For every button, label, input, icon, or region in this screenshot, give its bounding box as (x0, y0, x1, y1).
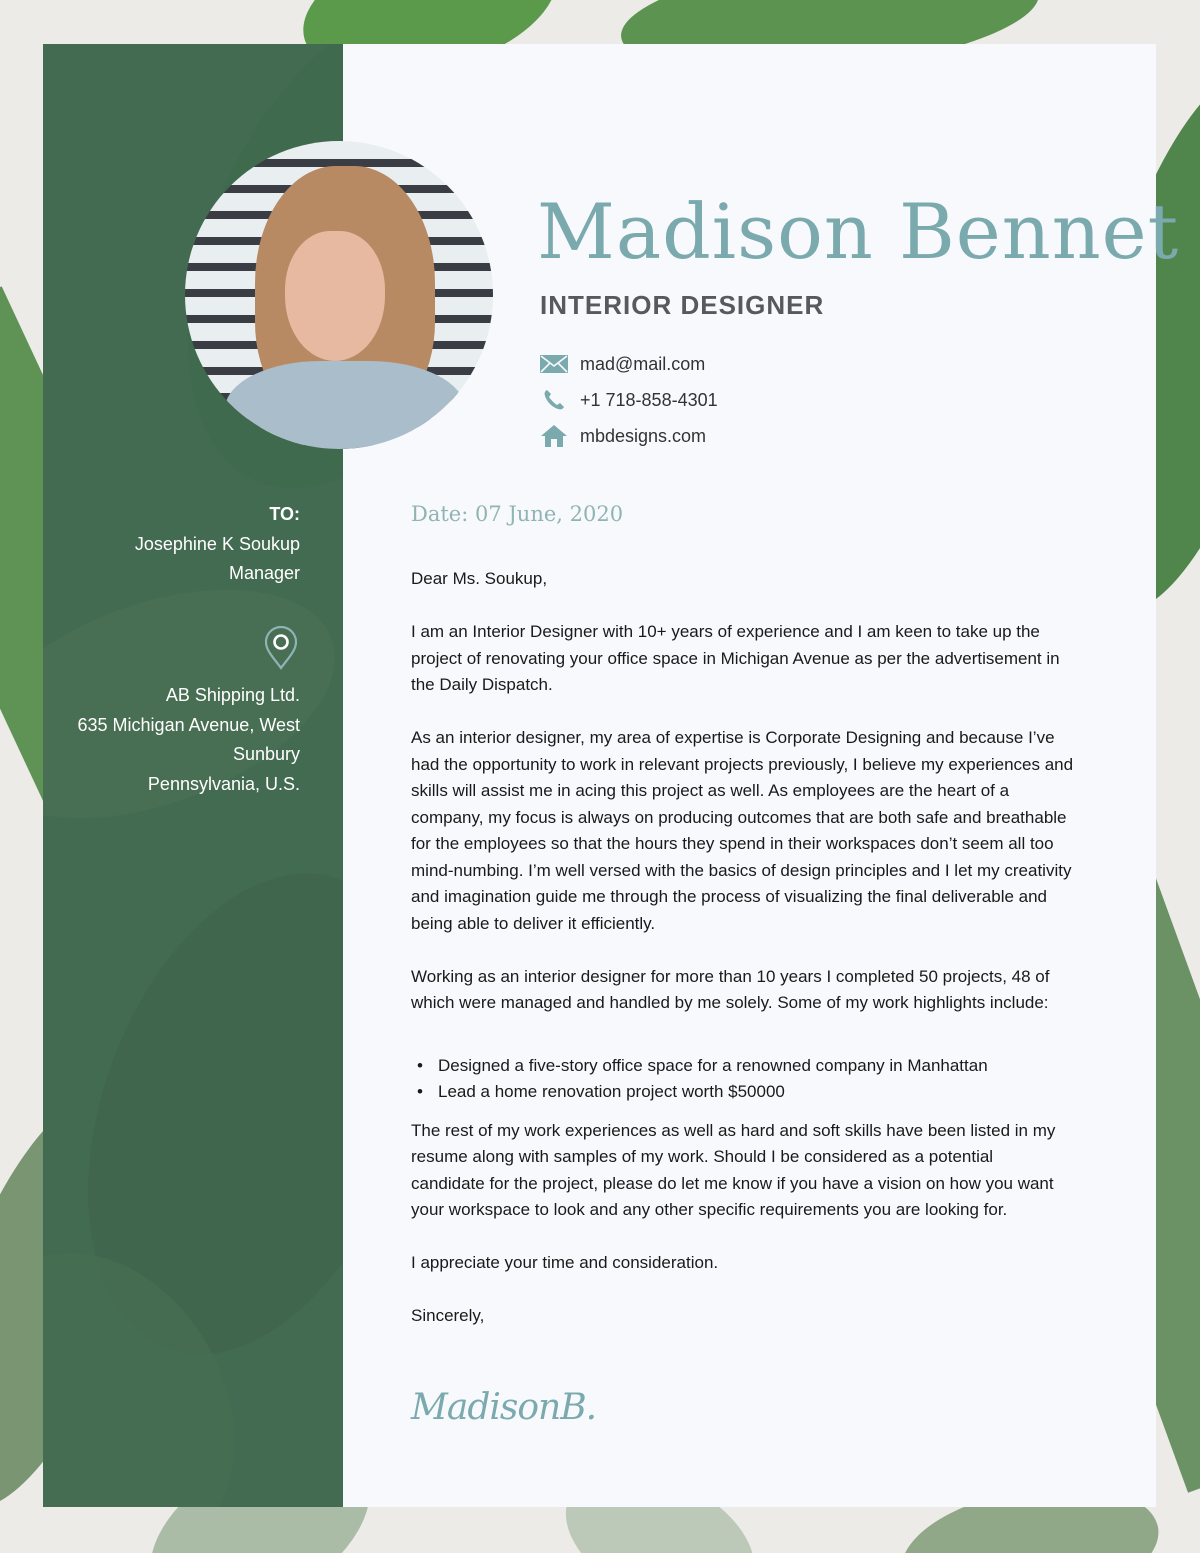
location-pin-icon (262, 626, 300, 670)
paragraph: The rest of my work experiences as well as hard and soft skills have been listed in my resume along with samples of my work. Should I be considered as a potential candidate for the project, please do let me know if you have a vision on how you want your workspace to look and any other specific requirements you are looking for. (411, 1120, 1056, 1219)
contact-phone-text: +1 718-858-4301 (580, 389, 718, 410)
letter-body (411, 566, 1076, 1356)
photo-sweater (225, 361, 465, 449)
cover-letter-page (43, 44, 1180, 1507)
address-line: AB Shipping Ltd. (165, 685, 300, 705)
highlight-item: • Lead a home renovation project worth $50000 (411, 1079, 1076, 1106)
paragraph: As an interior designer, my area of expertise is Corporate Designing and because I’ve had the opportunity to work in relevant projects previously, I believe my experiences and skills will assist me in acing this project as well. As employees are the heart of a company, my focus is always on producing outcomes that are both safe and breathable for the employees so that the hours they spend in their workspaces don’t seem all too mind-numbing. I’m well versed with the basics of design principles and I let my creativity and imagination guide me through the process of visualizing the final deliverable and being able to deliver it efficiently. (411, 728, 1074, 933)
applicant-name: Madison Bennet (537, 187, 1180, 276)
envelope-icon (540, 352, 568, 376)
address-line: Sunbury (232, 744, 300, 764)
contact-list (540, 346, 718, 454)
paragraph: I am an Interior Designer with 10+ years of experience and I am keen to take up the project of renovating your office space in Michigan Avenue as per the advertisement in the Daily Dispatch. (411, 622, 1060, 694)
contact-website-text: mbdesigns.com (580, 425, 707, 446)
photo-face (285, 231, 385, 361)
signature: MadisonB. (411, 1387, 597, 1428)
recipient-name: Josephine K Soukup (134, 533, 300, 554)
contact-email-text: mad@mail.com (580, 353, 706, 374)
letter-date: Date: 07 June, 2020 (411, 502, 624, 526)
recipient-label: TO: (269, 504, 300, 524)
recipient-block (43, 500, 300, 589)
signoff: Sincerely, (411, 1306, 485, 1325)
address-block (43, 681, 300, 799)
highlights-list (411, 1053, 1076, 1106)
contact-email[interactable] (540, 346, 718, 382)
home-icon (540, 424, 568, 448)
paragraph: Working as an interior designer for more than 10 years I completed 50 projects, 48 of which were managed and handled by me solely. Some of my work highlights include: (411, 966, 1050, 1012)
address-line: 635 Michigan Avenue, West (77, 714, 300, 735)
contact-website[interactable] (540, 418, 718, 454)
address-line: Pennsylvania, U.S. (147, 773, 300, 794)
profile-photo (185, 141, 493, 449)
recipient-position: Manager (228, 563, 300, 583)
salutation: Dear Ms. Soukup, (411, 569, 548, 588)
phone-icon (540, 388, 568, 412)
highlight-item: • Designed a five-story office space for a renowned company in Manhattan (411, 1053, 1076, 1080)
contact-phone[interactable] (540, 382, 718, 418)
appreciation: I appreciate your time and consideration. (411, 1253, 719, 1272)
applicant-title: INTERIOR DESIGNER (540, 290, 825, 320)
